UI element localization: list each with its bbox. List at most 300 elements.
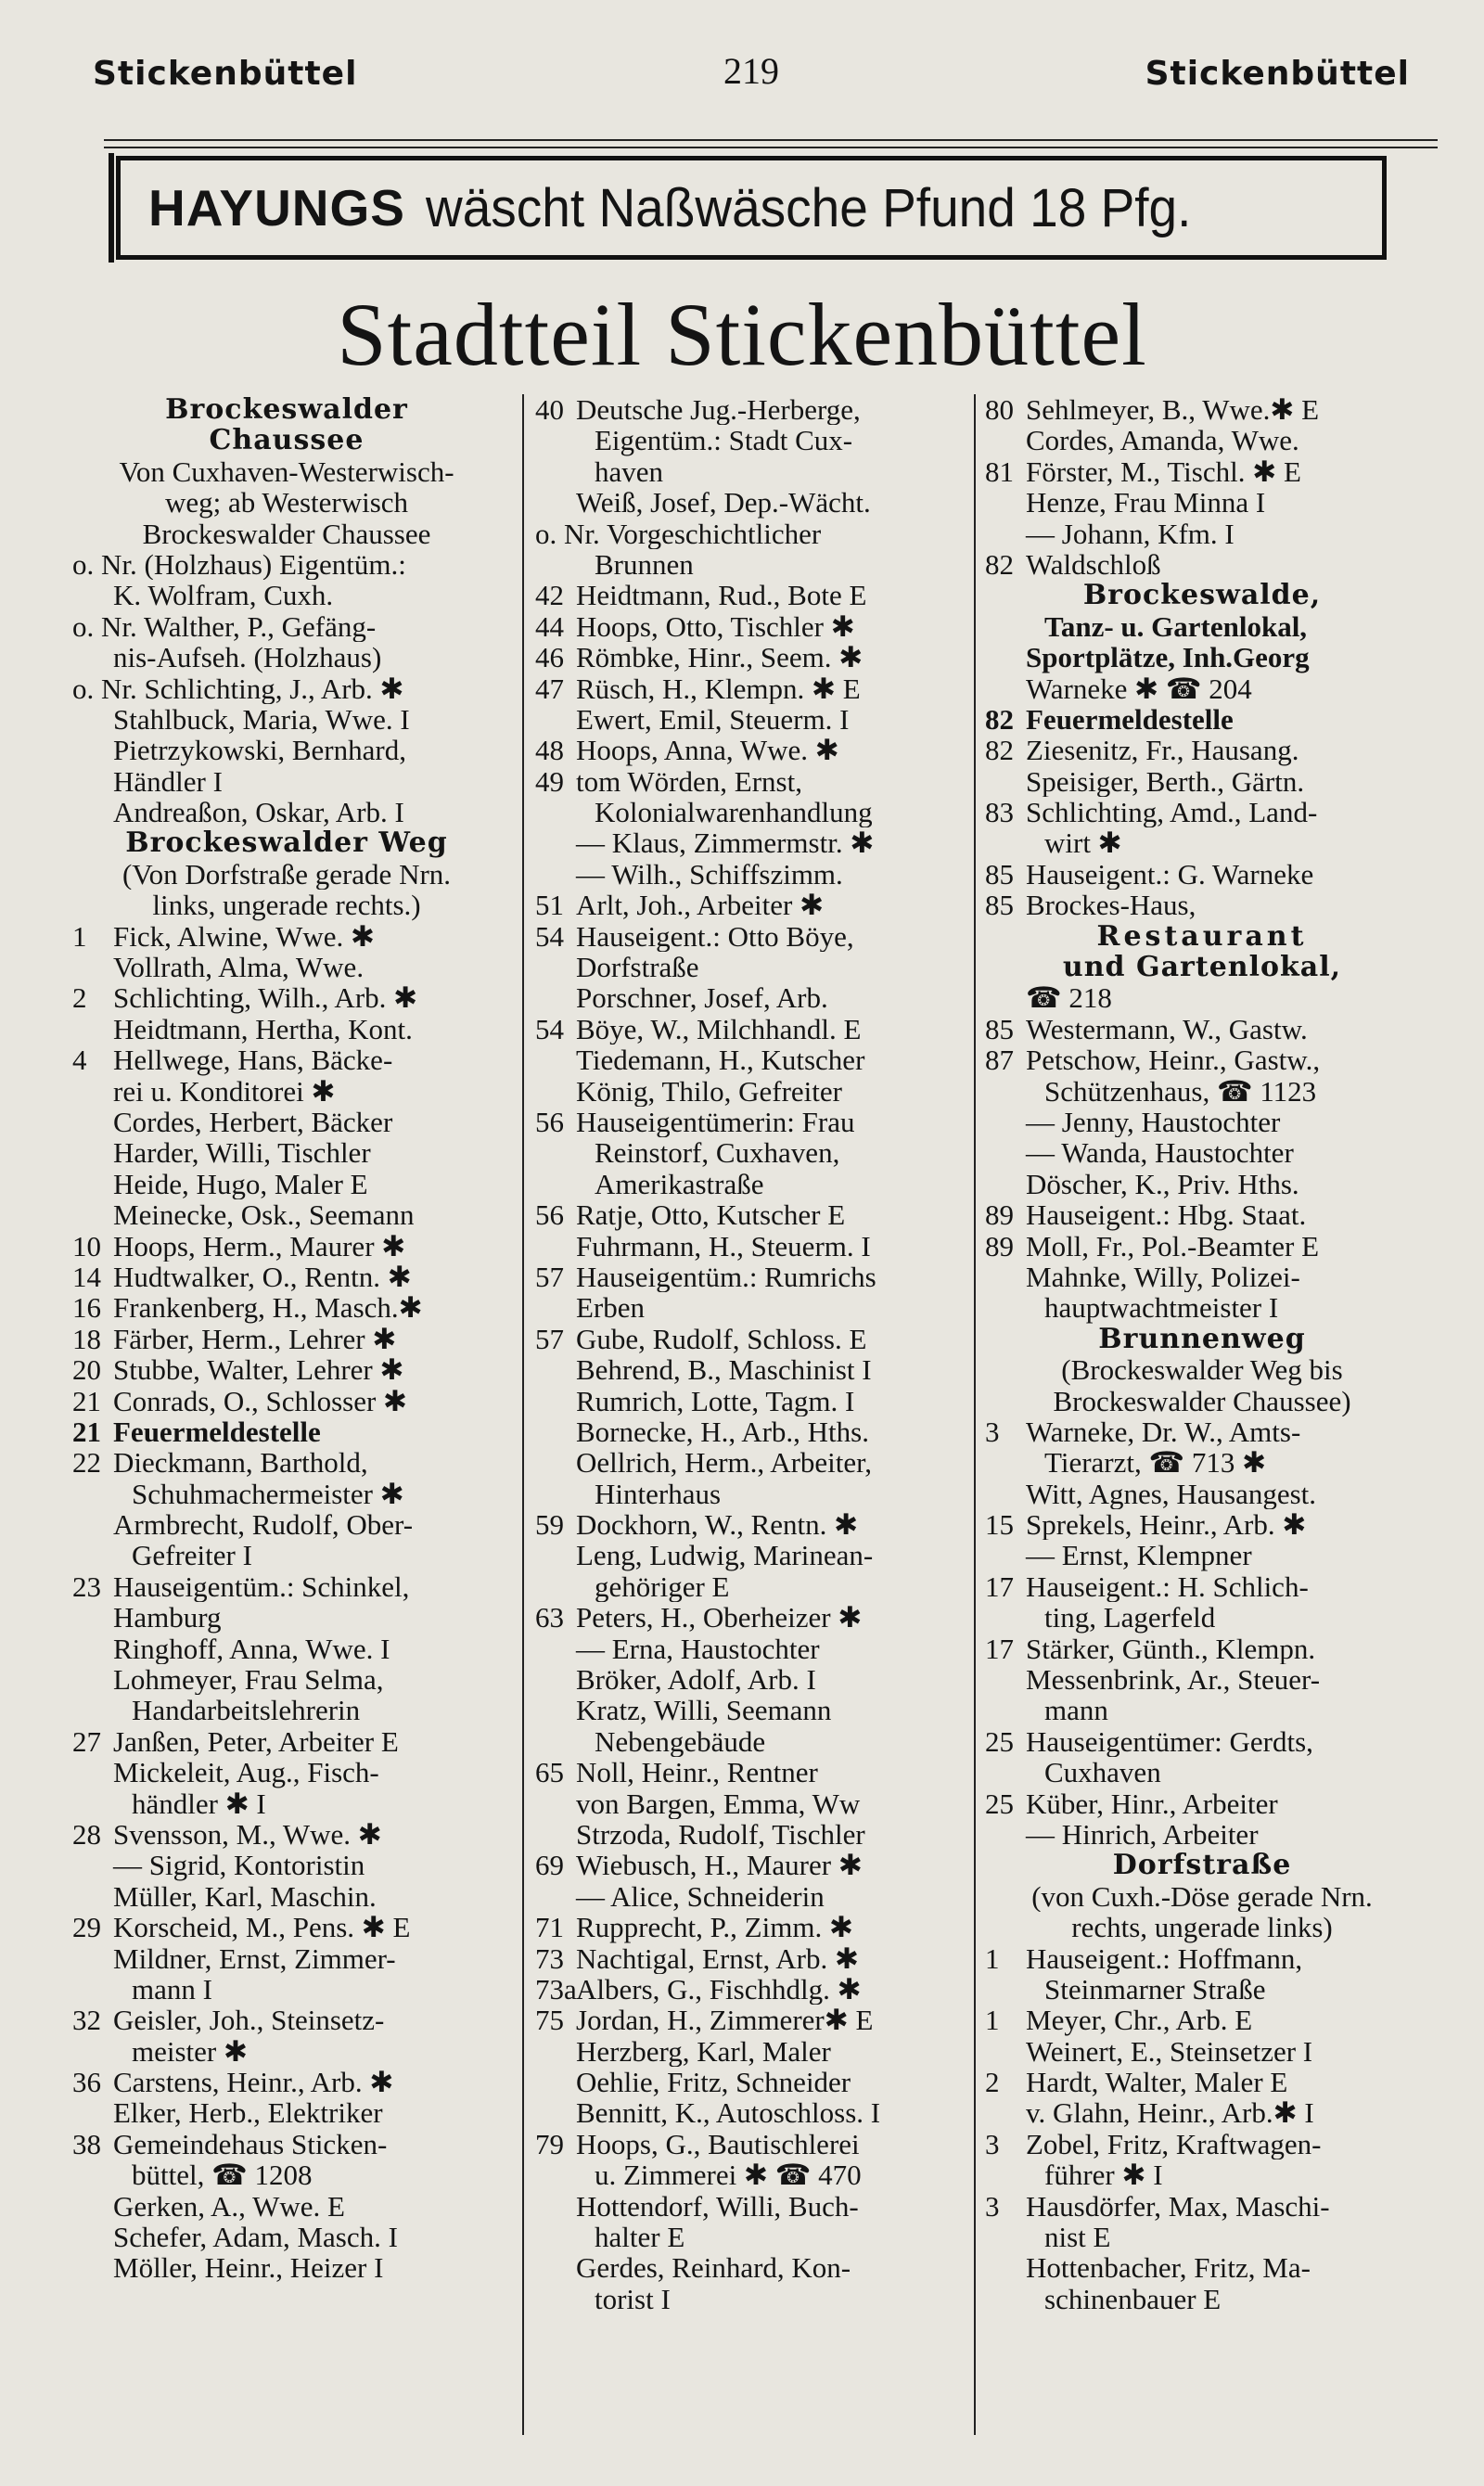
directory-entry <box>72 1726 501 1757</box>
directory-entry <box>535 1912 956 1942</box>
directory-entry <box>72 1107 501 1137</box>
entry-text: Hellwege, Hans, Bäcke- <box>113 1044 393 1076</box>
directory-entry <box>535 1974 956 2005</box>
directory-entry <box>72 549 501 580</box>
entry-text: Lohmeyer, Frau Selma, <box>113 1664 384 1696</box>
directory-entry <box>72 766 501 797</box>
house-number: 89 <box>985 1199 1014 1231</box>
directory-entry <box>985 1664 1419 1695</box>
directory-entry <box>985 2005 1419 2035</box>
entry-text: Meinecke, Osk., Seemann <box>113 1199 415 1231</box>
directory-entry <box>535 1634 956 1664</box>
directory-entry <box>985 1850 1419 1880</box>
directory-entry <box>72 1137 501 1168</box>
entry-text: Heide, Hugo, Maler E <box>113 1168 368 1200</box>
house-number: 14 <box>72 1261 101 1293</box>
entry-text: Restaurant <box>1096 920 1308 953</box>
directory-entry <box>535 487 956 518</box>
house-number: 1 <box>985 1942 1000 1974</box>
entry-text: Sportplätze, Inh.Georg <box>1026 642 1310 673</box>
house-number: 71 <box>535 1912 564 1943</box>
house-number: 25 <box>985 1725 1014 1758</box>
directory-entry <box>72 1571 501 1602</box>
ad-text: wäscht Naßwäsche Pfund 18 Pfg. <box>425 177 1192 238</box>
directory-entry <box>535 704 956 735</box>
entry-text: Hoops, Herm., Maurer ✱ <box>113 1230 406 1262</box>
house-number: 82 <box>985 703 1014 736</box>
entry-text: Heidtmann, Hertha, Kont. <box>113 1013 413 1045</box>
directory-entry <box>985 487 1419 518</box>
entry-text: Carstens, Heinr., Arb. ✱ <box>113 2067 394 2098</box>
directory-entry <box>535 580 956 610</box>
entry-text: Gerken, A., Wwe. E <box>113 2190 345 2223</box>
directory-entry <box>535 2252 956 2283</box>
entry-text: Erben <box>576 1292 646 1324</box>
directory-entry <box>72 797 501 827</box>
entry-text: Petschow, Heinr., Gastw., <box>1026 1044 1321 1076</box>
directory-entry <box>72 1788 501 1819</box>
ad-border-bar <box>109 153 114 263</box>
directory-entry <box>72 1943 501 1974</box>
directory-entry <box>72 704 501 735</box>
directory-entry <box>985 1386 1419 1416</box>
directory-entry <box>985 1943 1419 1974</box>
directory-entry <box>985 1014 1419 1044</box>
directory-entry <box>985 982 1419 1013</box>
directory-entry <box>985 1912 1419 1942</box>
entry-text: Reinstorf, Cuxhaven, <box>595 1137 840 1169</box>
entry-text: mann <box>1044 1695 1108 1726</box>
entry-text: Brockeswalde, <box>1082 580 1322 611</box>
header-rule <box>104 147 1438 148</box>
house-number: 47 <box>535 673 564 704</box>
entry-text: halter E <box>595 2222 685 2253</box>
house-number: 2 <box>72 982 87 1014</box>
directory-entry <box>985 549 1419 580</box>
directory-entry <box>985 2159 1419 2190</box>
entry-text: Weinert, E., Steinsetzer I <box>1026 2035 1313 2068</box>
directory-entry <box>535 2097 956 2128</box>
entry-text: tom Wörden, Ernst, <box>576 765 802 798</box>
entry-text: Weiß, Josef, Dep.-Wächt. <box>576 487 871 519</box>
entry-text: Rumrich, Lotte, Tagm. I <box>576 1385 855 1416</box>
house-number: 83 <box>985 797 1014 828</box>
entry-text: Mickeleit, Aug., Fisch- <box>113 1757 379 1788</box>
entry-text: Stubbe, Walter, Lehrer ✱ <box>113 1354 404 1386</box>
directory-entry <box>985 1262 1419 1292</box>
directory-entry <box>72 425 501 455</box>
entry-text: Hudtwalker, O., Rentn. ✱ <box>113 1261 412 1293</box>
entry-text: Steinmarner Straße <box>1044 1973 1266 2005</box>
directory-entry <box>72 1664 501 1695</box>
entry-text: Möller, Heinr., Heizer I <box>113 2252 384 2284</box>
entry-text: Hauseigentüm.: Rumrichs <box>576 1261 876 1293</box>
entry-text: Wiebusch, H., Maurer ✱ <box>576 1850 863 1881</box>
directory-entry <box>985 2252 1419 2283</box>
directory-entry <box>535 1850 956 1880</box>
entry-text: Conrads, O., Schlosser ✱ <box>113 1385 408 1416</box>
entry-text: Zobel, Fritz, Kraftwagen- <box>1026 2128 1322 2160</box>
house-number: 4 <box>72 1044 87 1076</box>
directory-entry <box>535 921 956 952</box>
directory-entry <box>985 1416 1419 1447</box>
directory-entry <box>72 456 501 487</box>
directory-entry <box>535 827 956 858</box>
directory-entry <box>535 766 956 797</box>
directory-entry <box>535 1231 956 1262</box>
directory-entry <box>985 2222 1419 2252</box>
entry-text: Eigentüm.: Stadt Cux- <box>595 425 853 456</box>
entry-text: Oellrich, Herm., Arbeiter, <box>576 1447 872 1479</box>
house-number: 29 <box>72 1912 101 1943</box>
directory-entry <box>535 1137 956 1168</box>
house-number: 42 <box>535 580 564 611</box>
house-number: 54 <box>535 920 564 953</box>
header-rule <box>104 139 1438 141</box>
column-divider <box>522 394 524 2435</box>
directory-entry <box>72 1416 501 1447</box>
directory-entry <box>985 394 1419 425</box>
house-number: 27 <box>72 1725 101 1758</box>
directory-entry <box>985 580 1419 610</box>
entry-text: Hardt, Walter, Maler E <box>1026 2067 1288 2098</box>
directory-entry <box>72 1231 501 1262</box>
entry-text: Nebengebäude <box>595 1725 766 1758</box>
entry-text: o. Nr. Vorgeschichtlicher <box>535 518 822 549</box>
house-number: 17 <box>985 1570 1014 1603</box>
entry-text: büttel, ☎ 1208 <box>132 2159 313 2191</box>
header-left-title: Stickenbüttel <box>93 55 358 93</box>
directory-entry <box>72 1386 501 1416</box>
directory-entry <box>535 2222 956 2252</box>
directory-entry <box>985 2129 1419 2159</box>
entry-text: Küber, Hinr., Arbeiter <box>1026 1788 1278 1819</box>
directory-entry <box>535 2036 956 2067</box>
entry-text: und Gartenlokal, <box>1062 952 1342 983</box>
entry-text: — Klaus, Zimmermstr. ✱ <box>576 827 875 859</box>
house-number: 21 <box>72 1416 101 1448</box>
entry-text: Hauseigent.: Hoffmann, <box>1026 1942 1303 1974</box>
entry-text: — Hinrich, Arbeiter <box>1026 1818 1259 1851</box>
directory-entry <box>985 456 1419 487</box>
entry-text: Brockeswalder Weg <box>125 827 448 859</box>
entry-text: Gefreiter I <box>132 1540 252 1571</box>
directory-entry <box>72 735 501 765</box>
entry-text: Ratje, Otto, Kutscher E <box>576 1199 846 1231</box>
entry-text: Tanz- u. Gartenlokal, <box>1044 610 1308 643</box>
entry-text: Chaussee <box>209 425 365 456</box>
directory-entry <box>72 394 501 425</box>
entry-text: Gerdes, Reinhard, Kon- <box>576 2252 851 2284</box>
directory-entry <box>72 952 501 982</box>
house-number: 36 <box>72 2067 101 2098</box>
house-number: 63 <box>535 1602 564 1634</box>
house-number: 46 <box>535 642 564 673</box>
house-number: 18 <box>72 1323 101 1355</box>
entry-text: Feuermeldestelle <box>113 1416 321 1448</box>
directory-entry <box>535 1726 956 1757</box>
entry-text: Fuhrmann, H., Steuerm. I <box>576 1230 871 1262</box>
directory-entry <box>72 580 501 610</box>
entry-text: Hauseigentümer: Gerdts, <box>1026 1725 1313 1758</box>
entry-text: Westermann, W., Gastw. <box>1026 1013 1308 1045</box>
directory-entry <box>535 2067 956 2097</box>
directory-entry <box>985 890 1419 920</box>
directory-entry <box>985 952 1419 982</box>
directory-entry <box>535 519 956 549</box>
directory-entry <box>535 1324 956 1354</box>
house-number: 89 <box>985 1230 1014 1262</box>
entry-text: rechts, ungerade links) <box>1071 1912 1333 1943</box>
directory-entry <box>535 1881 956 1912</box>
entry-text: Tiedemann, H., Kutscher <box>576 1044 865 1076</box>
directory-entry <box>535 1819 956 1850</box>
house-number: 73 <box>535 1942 564 1974</box>
directory-entry <box>985 1169 1419 1199</box>
house-number: 16 <box>72 1292 101 1324</box>
advertisement-box <box>116 156 1387 260</box>
house-number: 17 <box>985 1633 1014 1665</box>
entry-text: Elker, Herb., Elektriker <box>113 2097 383 2129</box>
entry-text: Von Cuxhaven-Westerwisch- <box>119 455 454 488</box>
entry-text: Brockeswalder Chaussee) <box>1053 1385 1351 1416</box>
directory-entry <box>985 425 1419 455</box>
directory-entry <box>535 1602 956 1633</box>
directory-entry <box>985 1447 1419 1478</box>
directory-entry <box>985 766 1419 797</box>
entry-text: Sprekels, Heinr., Arb. ✱ <box>1026 1509 1307 1541</box>
entry-text: Leng, Ludwig, Marinean- <box>576 1540 874 1571</box>
entry-text: Bröker, Adolf, Arb. I <box>576 1664 816 1696</box>
house-number: 79 <box>535 2128 564 2160</box>
entry-text: Pietrzykowski, Bernhard, <box>113 735 406 766</box>
directory-column-2 <box>535 394 956 2314</box>
entry-text: Janßen, Peter, Arbeiter E <box>113 1725 399 1758</box>
entry-text: Stahlbuck, Maria, Wwe. I <box>113 703 410 736</box>
directory-entry <box>985 1881 1419 1912</box>
entry-text: hauptwachtmeister I <box>1044 1292 1279 1324</box>
directory-entry <box>985 1695 1419 1725</box>
directory-entry <box>72 1014 501 1044</box>
directory-entry <box>72 1324 501 1354</box>
directory-entry <box>72 890 501 920</box>
entry-text: Schlichting, Amd., Land- <box>1026 797 1318 828</box>
house-number: 15 <box>985 1509 1014 1541</box>
directory-entry <box>985 2036 1419 2067</box>
entry-text: Hauseigentümerin: Frau <box>576 1106 855 1138</box>
directory-entry <box>535 425 956 455</box>
entry-text: Hoops, Anna, Wwe. ✱ <box>576 735 839 766</box>
house-number: 3 <box>985 1416 1000 1448</box>
entry-text: Händler I <box>113 765 223 798</box>
entry-text: Rupprecht, P., Zimm. ✱ <box>576 1912 853 1943</box>
entry-text: Mildner, Ernst, Zimmer- <box>113 1942 396 1974</box>
directory-entry <box>535 1943 956 1974</box>
entry-text: Korscheid, M., Pens. ✱ E <box>113 1912 411 1943</box>
directory-entry <box>72 2159 501 2190</box>
directory-entry <box>985 1076 1419 1107</box>
directory-entry <box>535 1416 956 1447</box>
entry-text: Svensson, M., Wwe. ✱ <box>113 1818 382 1851</box>
entry-text: Römbke, Hinr., Seem. ✱ <box>576 642 864 673</box>
entry-text: — Alice, Schneiderin <box>576 1880 825 1913</box>
entry-text: Dieckmann, Barthold, <box>113 1447 368 1479</box>
entry-text: Harder, Willi, Tischler <box>113 1137 371 1169</box>
entry-text: — Wilh., Schiffszimm. <box>576 858 843 891</box>
directory-entry <box>985 1634 1419 1664</box>
entry-text: Cuxhaven <box>1044 1757 1161 1788</box>
entry-text: Gemeindehaus Sticken- <box>113 2128 388 2160</box>
directory-entry <box>985 859 1419 890</box>
house-number: 57 <box>535 1323 564 1355</box>
column-divider <box>974 394 976 2435</box>
house-number: 73a <box>535 1973 577 2005</box>
directory-entry <box>72 1479 501 1509</box>
entry-text: Böye, W., Milchhandl. E <box>576 1013 862 1045</box>
directory-entry <box>985 1199 1419 1230</box>
directory-entry <box>72 1850 501 1880</box>
entry-text: Bornecke, H., Arb., Hths. <box>576 1416 869 1448</box>
entry-text: Hottendorf, Willi, Buch- <box>576 2190 859 2223</box>
entry-text: Oehlie, Fritz, Schneider <box>576 2067 851 2098</box>
directory-entry <box>72 1354 501 1385</box>
directory-entry <box>985 921 1419 952</box>
directory-entry <box>72 1262 501 1292</box>
directory-entry <box>72 1076 501 1107</box>
directory-entry <box>985 2097 1419 2128</box>
entry-text: o. Nr. (Holzhaus) Eigentüm.: <box>72 548 406 581</box>
house-number: 40 <box>535 394 564 426</box>
directory-entry <box>535 394 956 425</box>
directory-entry <box>985 797 1419 827</box>
directory-entry <box>535 1107 956 1137</box>
house-number: 85 <box>985 1013 1014 1045</box>
house-number: 3 <box>985 2128 1000 2160</box>
entry-text: Warneke, Dr. W., Amts- <box>1026 1416 1301 1448</box>
directory-entry <box>985 2191 1419 2222</box>
directory-entry <box>535 735 956 765</box>
directory-entry <box>985 1107 1419 1137</box>
entry-text: rei u. Konditorei ✱ <box>113 1075 336 1107</box>
house-number: 20 <box>72 1354 101 1386</box>
house-number: 56 <box>535 1199 564 1231</box>
directory-entry <box>535 1169 956 1199</box>
directory-entry <box>985 827 1419 858</box>
directory-entry <box>985 1726 1419 1757</box>
entry-text: ting, Lagerfeld <box>1044 1602 1216 1634</box>
entry-text: Brunnenweg <box>1098 1323 1306 1355</box>
directory-entry <box>535 1664 956 1695</box>
directory-column-1 <box>72 394 501 2284</box>
directory-entry <box>535 1447 956 1478</box>
directory-entry <box>72 2097 501 2128</box>
entry-text: Arlt, Joh., Arbeiter ✱ <box>576 890 825 921</box>
house-number: 82 <box>985 548 1014 581</box>
house-number: 28 <box>72 1818 101 1851</box>
directory-entry <box>535 1479 956 1509</box>
entry-text: Heidtmann, Rud., Bote E <box>576 580 867 611</box>
entry-text: — Jenny, Haustochter <box>1026 1106 1281 1138</box>
entry-text: torist I <box>595 2283 671 2315</box>
house-number: 1 <box>72 920 87 953</box>
directory-entry <box>72 1757 501 1788</box>
house-number: 80 <box>985 394 1014 426</box>
house-number: 87 <box>985 1044 1014 1076</box>
directory-entry <box>535 1788 956 1819</box>
entry-text: Hamburg <box>113 1602 222 1634</box>
house-number: 25 <box>985 1788 1014 1819</box>
house-number: 49 <box>535 765 564 798</box>
entry-text: Fick, Alwine, Wwe. ✱ <box>113 920 375 953</box>
entry-text: Meyer, Chr., Arb. E <box>1026 2005 1253 2036</box>
directory-entry <box>72 1540 501 1570</box>
house-number: 65 <box>535 1757 564 1788</box>
directory-entry <box>985 519 1419 549</box>
directory-entry <box>72 827 501 858</box>
entry-text: Tierarzt, ☎ 713 ✱ <box>1044 1447 1267 1479</box>
directory-entry <box>535 642 956 673</box>
entry-text: Hauseigent.: G. Warneke <box>1026 858 1314 891</box>
entry-text: Deutsche Jug.-Herberge, <box>576 394 861 426</box>
entry-text: — Wanda, Haustochter <box>1026 1137 1294 1169</box>
directory-entry <box>535 1076 956 1107</box>
entry-text: Strzoda, Rudolf, Tischler <box>576 1818 865 1851</box>
directory-entry <box>72 2222 501 2252</box>
entry-text: Brockes-Haus, <box>1026 890 1196 921</box>
entry-text: Peters, H., Oberheizer ✱ <box>576 1602 863 1634</box>
directory-column-3 <box>985 394 1419 2314</box>
directory-entry <box>535 859 956 890</box>
directory-entry <box>535 1757 956 1788</box>
directory-entry <box>72 1974 501 2005</box>
entry-text: Albers, G., Fischhdlg. ✱ <box>576 1973 862 2005</box>
directory-entry <box>72 1044 501 1075</box>
house-number: 54 <box>535 1013 564 1045</box>
entry-text: o. Nr. Walther, P., Gefäng- <box>72 610 377 643</box>
directory-entry <box>535 1014 956 1044</box>
directory-entry <box>535 673 956 704</box>
directory-entry <box>985 1571 1419 1602</box>
entry-text: links, ungerade rechts.) <box>152 890 421 921</box>
house-number: 2 <box>985 2067 1000 2098</box>
directory-entry <box>985 1044 1419 1075</box>
entry-text: Hottenbacher, Fritz, Ma- <box>1026 2252 1311 2284</box>
directory-entry <box>985 1540 1419 1570</box>
entry-text: — Ernst, Klempner <box>1026 1540 1252 1571</box>
entry-text: Schützenhaus, ☎ 1123 <box>1044 1075 1317 1107</box>
directory-entry <box>72 859 501 890</box>
entry-text: Schefer, Adam, Masch. I <box>113 2222 398 2253</box>
directory-entry <box>72 1634 501 1664</box>
entry-text: Porschner, Josef, Arb. <box>576 982 828 1014</box>
entry-text: nis-Aufseh. (Holzhaus) <box>113 642 382 673</box>
entry-text: Noll, Heinr., Rentner <box>576 1757 818 1788</box>
entry-text: (von Cuxh.-Döse gerade Nrn. <box>1031 1880 1373 1913</box>
directory-entry <box>535 1262 956 1292</box>
entry-text: Behrend, B., Maschinist I <box>576 1354 872 1386</box>
entry-text: Färber, Herm., Lehrer ✱ <box>113 1323 397 1355</box>
entry-text: Cordes, Amanda, Wwe. <box>1026 425 1299 456</box>
entry-text: Armbrecht, Rudolf, Ober- <box>113 1509 414 1541</box>
entry-text: von Bargen, Emma, Ww <box>576 1788 861 1819</box>
entry-text: Moll, Fr., Pol.-Beamter E <box>1026 1230 1320 1262</box>
directory-entry <box>72 519 501 549</box>
entry-text: Hauseigent.: Otto Böye, <box>576 920 854 953</box>
house-number: 56 <box>535 1106 564 1138</box>
directory-entry <box>72 2005 501 2035</box>
house-number: 75 <box>535 2005 564 2036</box>
entry-text: u. Zimmerei ✱ ☎ 470 <box>595 2159 862 2191</box>
